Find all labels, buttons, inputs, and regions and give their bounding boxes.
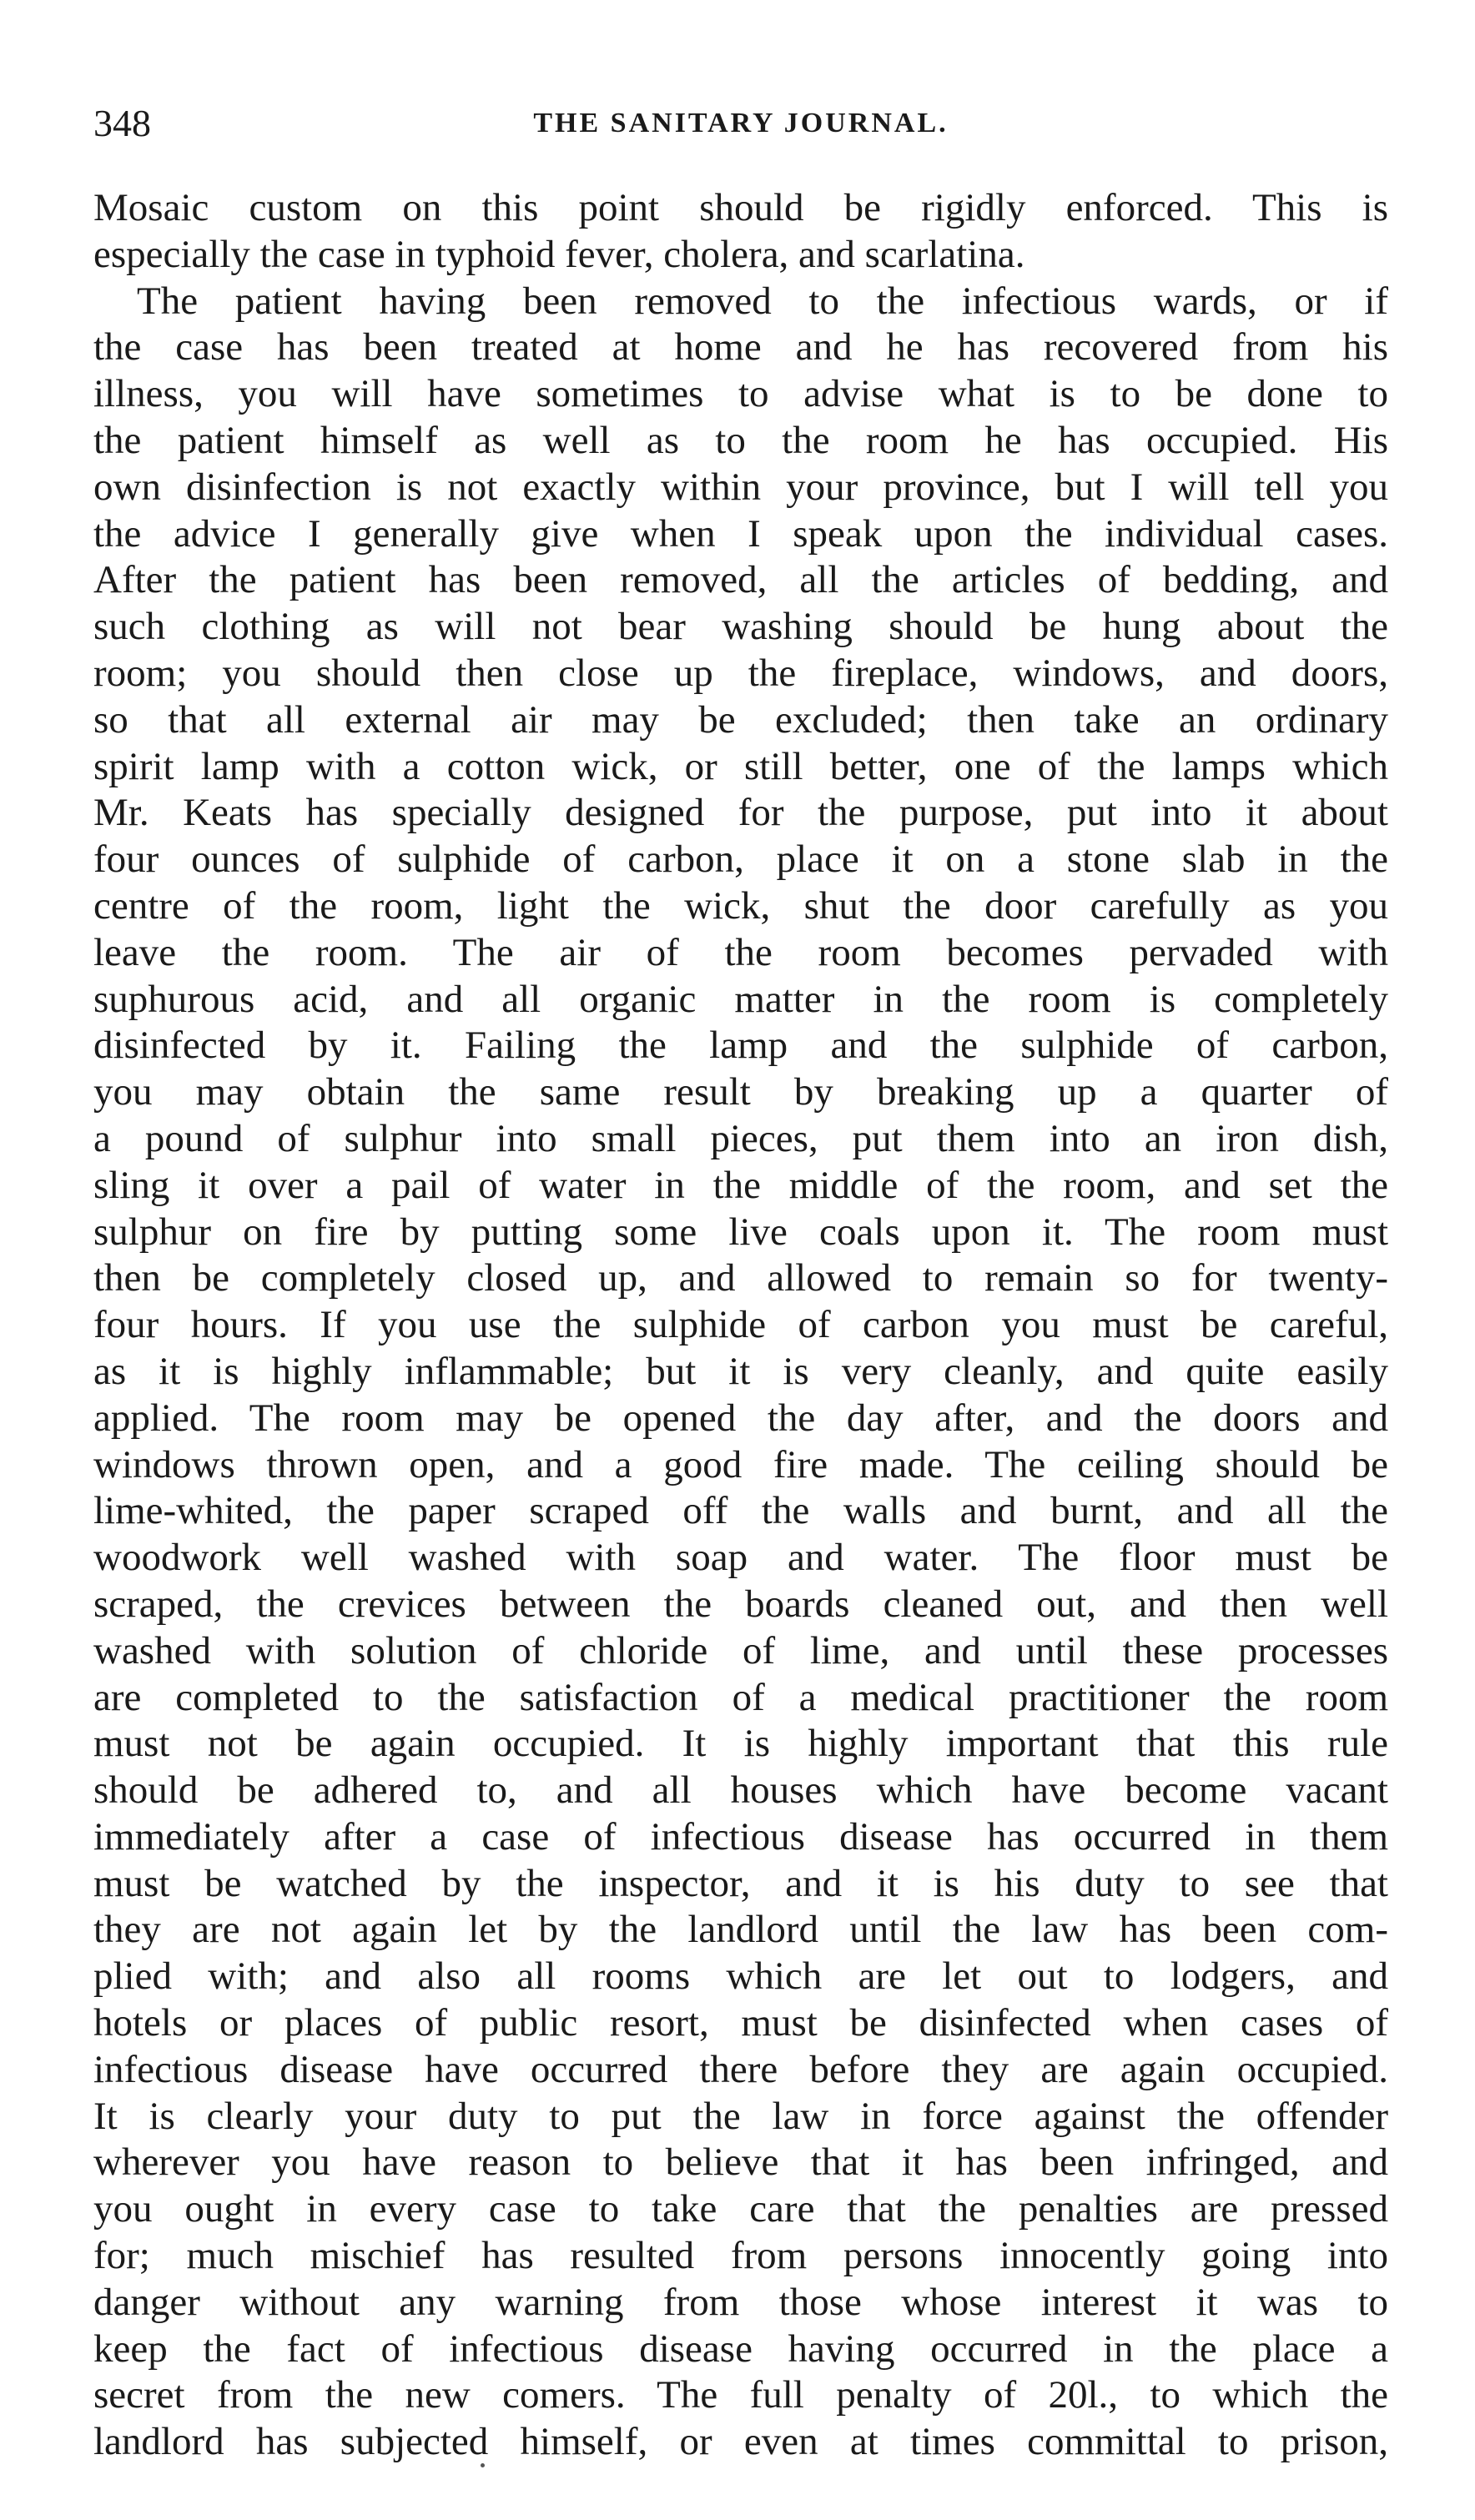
text-line: four ounces of sulphide of carbon, place it on a stone slab in the [93, 837, 1388, 882]
text-line: windows thrown open, and a good fire made. The ceiling should be [93, 1442, 1388, 1486]
journal-title: THE SANITARY JOURNAL. [533, 108, 949, 138]
text-line: illness, you will have sometimes to advise what is to be done to [93, 372, 1388, 416]
text-line: must not be again occupied. It is highly important that this rule [93, 1722, 1388, 1766]
text-line: leave the room. The air of the room becomes pervaded with [93, 930, 1388, 974]
stray-ink-dot [481, 2463, 485, 2467]
text-line: then be completely closed up, and allowed to remain so for twenty- [93, 1256, 1388, 1300]
text-line: scraped, the crevices between the boards cleaned out, and then well [93, 1582, 1388, 1626]
text-line: must be watched by the inspector, and it is his duty to see that [93, 1861, 1388, 1905]
text-line: sulphur on fire by putting some live coals upon it. The room must [93, 1210, 1388, 1254]
text-line: woodwork well washed with soap and water. The floor must be [93, 1536, 1388, 1580]
text-line: suphurous acid, and all organic matter in the room is completely [93, 977, 1388, 1021]
text-line: washed with solution of chloride of lime, and until these processes [93, 1628, 1388, 1672]
text-line: should be adhered to, and all houses which have become vacant [93, 1768, 1388, 1813]
text-line: the patient himself as well as to the room he has occupied. His [93, 418, 1388, 462]
text-line: applied. The room may be opened the day after, and the doors and [93, 1396, 1388, 1440]
text-line: Mr. Keats has specially designed for the purpose, put into it about [93, 791, 1388, 835]
text-line: for; much mischief has resulted from persons innocently going into [93, 2234, 1388, 2278]
text-line: own disinfection is not exactly within your province, but I will tell you [93, 465, 1388, 509]
text-line: immediately after a case of infectious disease has occurred in them [93, 1814, 1388, 1859]
text-line: infectious disease have occurred there before they are again occupied. [93, 2047, 1388, 2091]
body-text [93, 185, 1388, 2466]
text-line: danger without any warning from those whose interest it was to [93, 2280, 1388, 2324]
text-line: plied with; and also all rooms which are let out to lodgers, and [93, 1954, 1388, 1999]
text-line: especially the case in typhoid fever, cholera, and scarlatina. [93, 232, 1025, 276]
text-line: as it is highly inflammable; but it is very cleanly, and quite easily [93, 1349, 1388, 1393]
text-line: centre of the room, light the wick, shut the door carefully as you [93, 883, 1388, 928]
text-line: lime-whited, the paper scraped off the walls and burnt, and all the [93, 1489, 1388, 1533]
text-line: landlord has subjected himself, or even at times committal to prison, [93, 2420, 1388, 2464]
text-line: hotels or places of public resort, must be disinfected when cases of [93, 2001, 1388, 2045]
text-line: they are not again let by the landlord until the law has been com- [93, 1908, 1388, 1952]
text-line: keep the fact of infectious disease having occurred in the place a [93, 2326, 1388, 2371]
text-line: such clothing as will not bear washing should be hung about the [93, 605, 1388, 649]
text-line: After the patient has been removed, all the articles of bedding, and [93, 558, 1388, 602]
text-line: The patient having been removed to the infectious wards, or if [137, 279, 1388, 323]
text-line: secret from the new comers. The full penalty of 20l., to which the [93, 2373, 1388, 2417]
text-line: disinfected by it. Failing the lamp and the sulphide of carbon, [93, 1024, 1388, 1068]
text-line: four hours. If you use the sulphide of carbon you must be careful, [93, 1303, 1388, 1347]
text-line: the case has been treated at home and he has recovered from his [93, 325, 1388, 370]
text-line: room; you should then close up the fireplace, windows, and doors, [93, 651, 1388, 695]
text-line: Mosaic custom on this point should be rigidly enforced. This is [93, 186, 1388, 229]
text-line: you ought in every case to take care that the penalties are pressed [93, 2187, 1388, 2231]
text-line: are completed to the satisfaction of a medical practitioner the room [93, 1675, 1388, 1719]
text-line: spirit lamp with a cotton wick, or still better, one of the lamps which [93, 744, 1388, 788]
text-line: so that all external air may be excluded; then take an ordinary [93, 697, 1388, 742]
text-line: you may obtain the same result by breaking up a quarter of [93, 1070, 1388, 1114]
text-line: the advice I generally give when I speak upon the individual cases. [93, 511, 1388, 556]
text-line: sling it over a pail of water in the middle of the room, and set the [93, 1163, 1388, 1207]
running-head [93, 98, 1388, 148]
text-line: wherever you have reason to believe that it has been infringed, and [93, 2140, 1388, 2185]
page-number: 348 [93, 102, 151, 144]
text-line: a pound of sulphur into small pieces, put them into an iron dish, [93, 1116, 1388, 1160]
text-line: It is clearly your duty to put the law in force against the offender [93, 2094, 1388, 2138]
